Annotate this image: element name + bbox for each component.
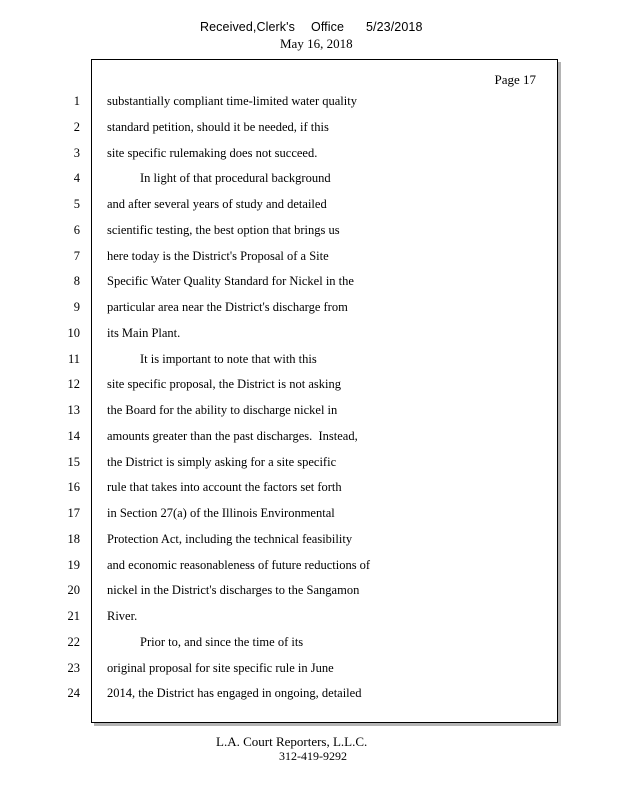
line-text: and after several years of study and detailed (107, 197, 327, 211)
line-text: It is important to note that with this (140, 351, 317, 366)
line-number: 24 (67, 686, 80, 701)
stamp-office: Office (311, 20, 345, 34)
footer-phone: 312-419-9292 (279, 749, 347, 763)
transcript-line (0, 530, 618, 548)
line-number: 16 (67, 480, 80, 495)
line-number: 13 (67, 403, 80, 417)
transcript-line (0, 684, 618, 702)
line-number: 20 (67, 583, 80, 598)
line-number: 22 (67, 634, 80, 649)
line-number: 19 (67, 557, 80, 572)
line-number: 10 (67, 325, 80, 340)
transcript-line (0, 375, 618, 393)
line-text: site specific rulemaking does not succeed. (107, 145, 318, 160)
transcript-line (0, 607, 618, 625)
page-number: Page 17 (494, 72, 536, 87)
line-text: substantially compliant time-limited water quality (107, 94, 357, 108)
line-text: Prior to, and since the time of its (140, 634, 304, 649)
line-number: 3 (73, 145, 80, 160)
transcript-date: May 16, 2018 (280, 36, 353, 51)
transcript-line (0, 195, 618, 213)
stamp-date: 5/23/2018 (366, 20, 423, 34)
line-text: amounts greater than the past discharges. Instead, (107, 428, 358, 443)
line-text: River. (107, 609, 138, 623)
transcript-line (0, 92, 618, 110)
line-number: 5 (73, 197, 80, 211)
transcript-line (0, 659, 618, 677)
received-stamp (200, 20, 423, 34)
line-number: 8 (73, 274, 80, 289)
line-text: standard petition, should it be needed, if this (107, 119, 329, 134)
transcript-line (0, 144, 618, 162)
line-text: scientific testing, the best option that brings us (107, 222, 340, 237)
line-number: 1 (73, 94, 80, 108)
transcript-line (0, 581, 618, 599)
transcript-line (0, 298, 618, 316)
transcript-line (0, 272, 618, 290)
line-text: in Section 27(a) of the Illinois Environmental (107, 506, 335, 520)
line-number: 12 (67, 377, 80, 392)
transcript-line (0, 324, 618, 342)
transcript-line (0, 556, 618, 574)
line-text: the Board for the ability to discharge nickel in (107, 403, 338, 417)
line-number: 4 (73, 171, 80, 186)
transcript-line (0, 401, 618, 419)
transcript-line (0, 247, 618, 265)
transcript-line (0, 221, 618, 239)
transcript-line (0, 118, 618, 136)
line-text: nickel in the District's discharges to the Sangamon (107, 583, 360, 598)
transcript-line (0, 504, 618, 522)
line-text: In light of that procedural background (140, 171, 331, 186)
transcript-line (0, 169, 618, 187)
transcript-line (0, 427, 618, 445)
transcript-line (0, 633, 618, 651)
line-text: Protection Act, including the technical feasibility (107, 531, 353, 546)
line-text: the District is simply asking for a site specific (107, 454, 337, 469)
line-text: and economic reasonableness of future reductions of (107, 557, 371, 572)
line-text: original proposal for site specific rule in June (107, 660, 334, 675)
line-number: 17 (67, 506, 80, 520)
line-number: 2 (73, 119, 80, 134)
line-number: 14 (67, 428, 80, 443)
line-number: 7 (73, 248, 80, 263)
line-number: 21 (67, 609, 80, 623)
line-number: 11 (67, 351, 80, 366)
line-text: Specific Water Quality Standard for Nickel in the (107, 274, 354, 289)
transcript-line (0, 478, 618, 496)
line-number: 9 (73, 300, 80, 314)
transcript-line (0, 453, 618, 471)
line-text: rule that takes into account the factors set forth (107, 480, 342, 495)
line-text: particular area near the District's discharge from (107, 300, 348, 314)
line-number: 15 (67, 454, 80, 469)
line-number: 18 (67, 531, 80, 546)
stamp-received: Received,Clerk's (200, 20, 295, 34)
line-number: 23 (67, 660, 80, 675)
line-text: 2014, the District has engaged in ongoing, detailed (107, 686, 362, 701)
line-text: here today is the District's Proposal of a Site (107, 248, 329, 263)
line-text: its Main Plant. (107, 325, 181, 340)
line-number: 6 (73, 222, 80, 237)
footer-company: L.A. Court Reporters, L.L.C. (216, 734, 368, 749)
transcript-line (0, 350, 618, 368)
line-text: site specific proposal, the District is not asking (107, 377, 341, 392)
